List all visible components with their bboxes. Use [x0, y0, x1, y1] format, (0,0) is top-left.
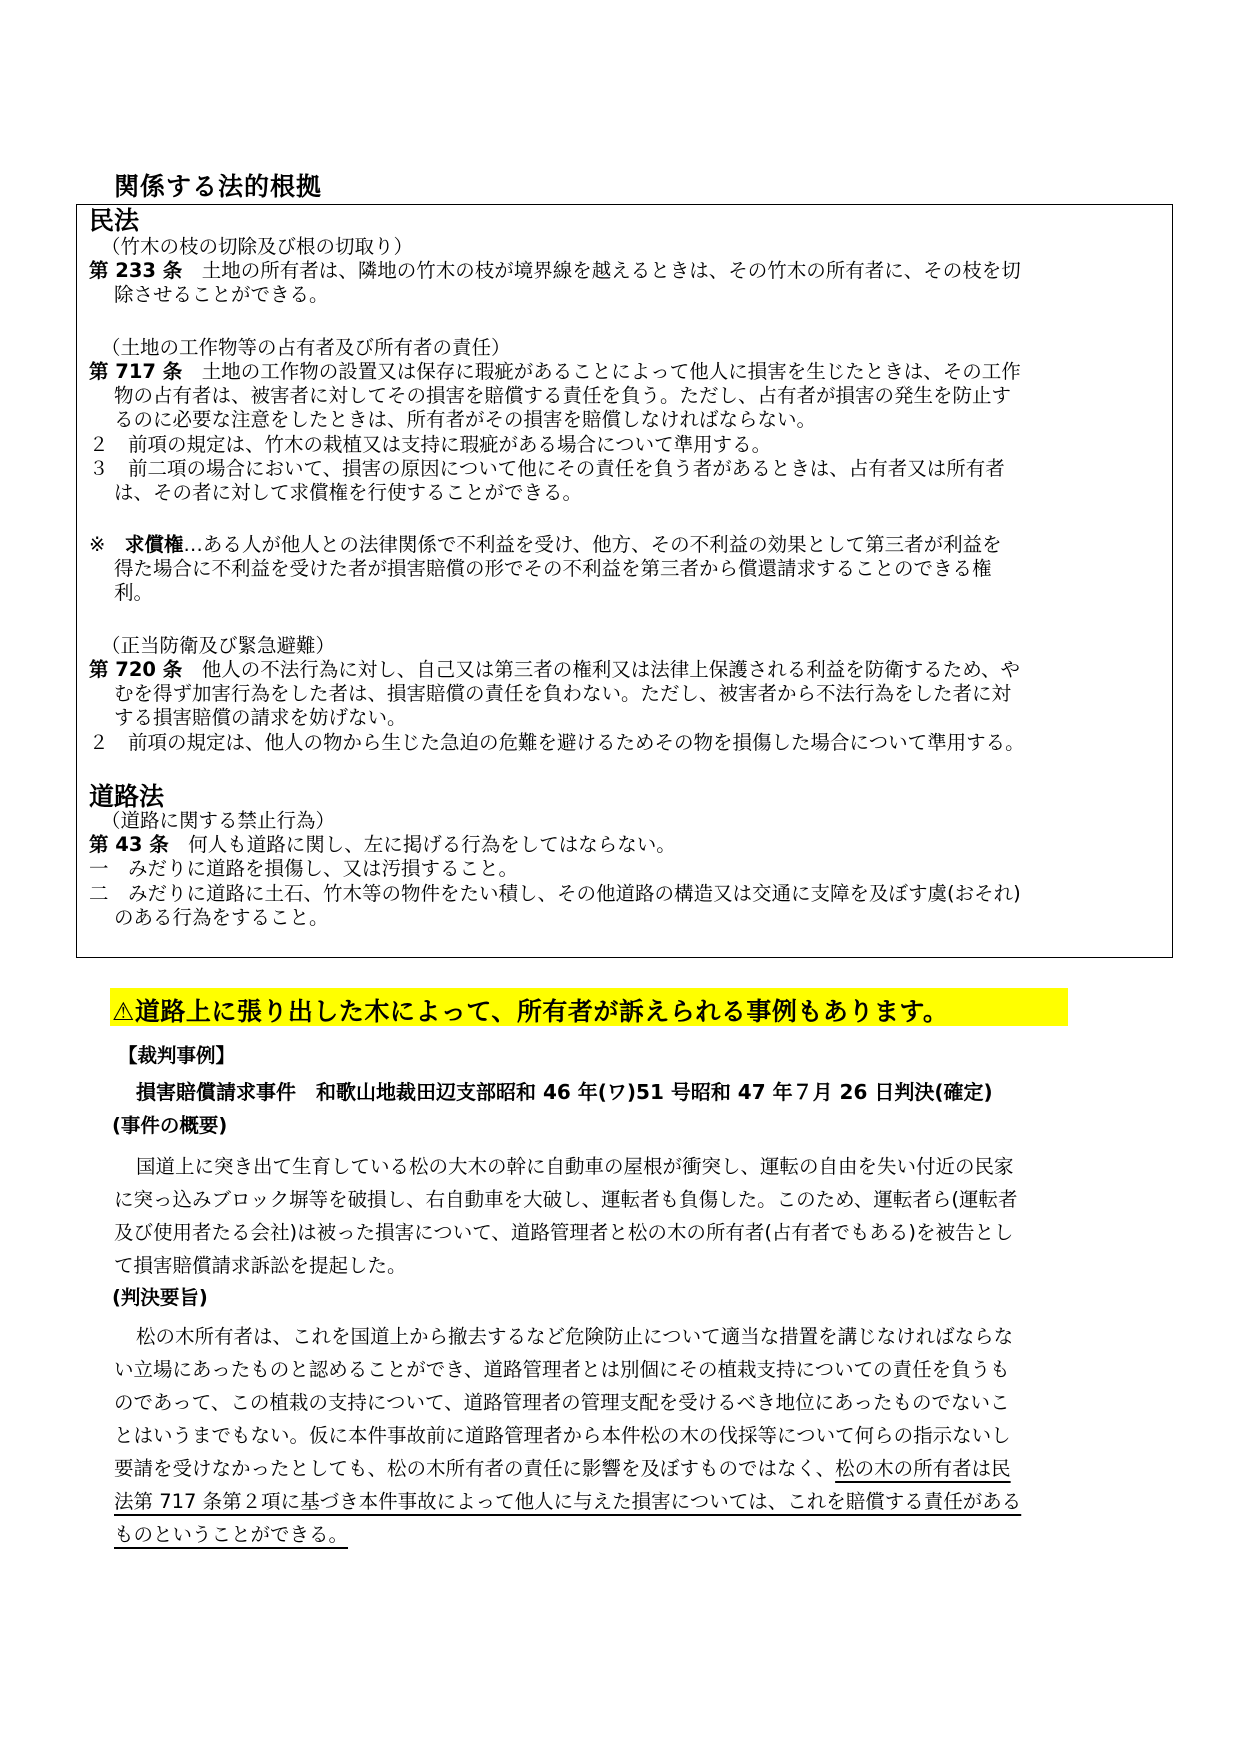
summary-label: (事件の概要): [112, 1114, 228, 1137]
art717-para3-line2: は、その者に対して求償権を行使することができる。: [114, 481, 583, 504]
ruling-line4: とはいうまでもない。仮に本件事故前に道路管理者から本件松の木の伐採等について何らの指示ないし: [114, 1424, 1011, 1447]
civil-code-title: 民法: [89, 206, 140, 235]
art43-caption: （道路に関する禁止行為）: [101, 809, 336, 832]
warning-banner: [110, 988, 1068, 1026]
ruling-line2: い立場にあったものと認めることができ、道路管理者とは別個にその植栽支持についての責任を負うも: [114, 1358, 1010, 1381]
art720-num: 第 720 条: [89, 658, 183, 681]
art720-para2: ２ 前項の規定は、他人の物から生じた急迫の危難を避けるためその物を損傷した場合について準用する。: [89, 731, 1025, 754]
art233-caption: （竹木の枝の切除及び根の切取り）: [101, 235, 414, 258]
case-label: 【裁判事例】: [118, 1044, 236, 1067]
art43-num: 第 43 条: [89, 833, 169, 856]
art233-line2: 除させることができる。: [114, 283, 329, 306]
art43-item1: 一 みだりに道路を損傷し、又は汚損すること。: [89, 857, 519, 880]
road-law-title: 道路法: [89, 782, 165, 811]
ruling-line7: ものということができる。: [114, 1523, 349, 1546]
summary-line3: 及び使用者たる会社)は被った損害について、道路管理者と松の木の所有者(占有者でもある)を被告とし: [114, 1221, 1014, 1244]
art717-line1: 第 717 条 土地の工作物の設置又は保存に瑕疵があることによって他人に損害を生じたときは、その工作: [89, 360, 1021, 383]
section-title: 関係する法的根拠: [114, 172, 323, 201]
summary-line1: 国道上に突き出て生育している松の大木の幹に自動車の屋根が衝突し、運転の自由を失い付近の民家: [136, 1155, 1014, 1178]
art43-item2-line2: のある行為をすること。: [114, 906, 329, 929]
art717-para3-line1: ３ 前二項の場合において、損害の原因について他にその責任を負う者があるときは、占有者又は所有者: [89, 457, 1005, 480]
ruling-line1: 松の木所有者は、これを国道上から撤去するなど危険防止について適当な措置を講じなければならな: [136, 1325, 1014, 1348]
note-line1: ※ 求償権…ある人が他人との法律関係で不利益を受け、他方、その不利益の効果として第三者が利益を: [89, 533, 1002, 556]
art717-caption: （土地の工作物等の占有者及び所有者の責任）: [101, 336, 511, 359]
ruling-highlight-start: 松の木の所有者は民: [835, 1457, 1011, 1480]
note-line2: 得た場合に不利益を受けた者が損害賠償の形でその不利益を第三者から償還請求することのできる権: [114, 557, 992, 580]
art717-line3: るのに必要な注意をしたときは、所有者がその損害を賠償しなければならない。: [114, 408, 817, 431]
summary-line4: て損害賠償請求訴訟を提起した。: [114, 1254, 407, 1277]
ruling-line5: 要請を受けなかったとしても、松の木所有者の責任に影響を及ぼすものではなく、松の木の所有者は民: [114, 1457, 1011, 1480]
art720-line3: する損害賠償の請求を妨げない。: [114, 706, 407, 729]
art720-caption: （正当防衛及び緊急避難）: [101, 634, 336, 657]
warning-text: ⚠道路上に張り出した木によって、所有者が訴えられる事例もあります。: [112, 997, 949, 1026]
case-name: 損害賠償請求事件 和歌山地裁田辺支部昭和 46 年(ワ)51 号昭和 47 年７月 26 日判決(確定): [136, 1080, 993, 1104]
art717-line2: 物の占有者は、被害者に対してその損害を賠償する責任を負う。ただし、占有者が損害の発生を防止す: [114, 384, 1012, 407]
art43-line1: 第 43 条 何人も道路に関し、左に掲げる行為をしてはならない。: [89, 833, 676, 856]
art717-num: 第 717 条: [89, 360, 183, 383]
art43-item2-line1: 二 みだりに道路に土石、竹木等の物件をたい積し、その他道路の構造又は交通に支障を及ぼす虞(おそれ): [89, 882, 1021, 905]
summary-line2: に突っ込みブロック塀等を破損し、右自動車を大破し、運転者も負傷した。このため、運転者ら(運転者: [114, 1188, 1018, 1211]
ruling-line6: 法第 717 条第２項に基づき本件事故によって他人に与えた損害については、これを賠償する責任がある: [114, 1490, 1022, 1513]
note-line3: 利。: [114, 581, 154, 604]
art720-line2: むを得ず加害行為をした者は、損害賠償の責任を負わない。ただし、被害者から不法行為をした者に対: [114, 682, 1012, 705]
art233-line1: 第 233 条 土地の所有者は、隣地の竹木の枝が境界線を越えるときは、その竹木の所有者に、その枝を切: [89, 259, 1021, 282]
art233-num: 第 233 条: [89, 259, 183, 282]
ruling-line3: のであって、この植栽の支持について、道路管理者の管理支配を受けるべき地位にあったものでないこ: [114, 1391, 1010, 1414]
art720-line1: 第 720 条 他人の不法行為に対し、自己又は第三者の権利又は法律上保護される利益を防衛するため、や: [89, 658, 1021, 681]
note-term: 求償権: [124, 533, 184, 556]
art717-para2: ２ 前項の規定は、竹木の栽植又は支持に瑕疵がある場合について準用する。: [89, 433, 772, 456]
law-box: [76, 204, 1173, 958]
ruling-label: (判決要旨): [112, 1286, 208, 1309]
